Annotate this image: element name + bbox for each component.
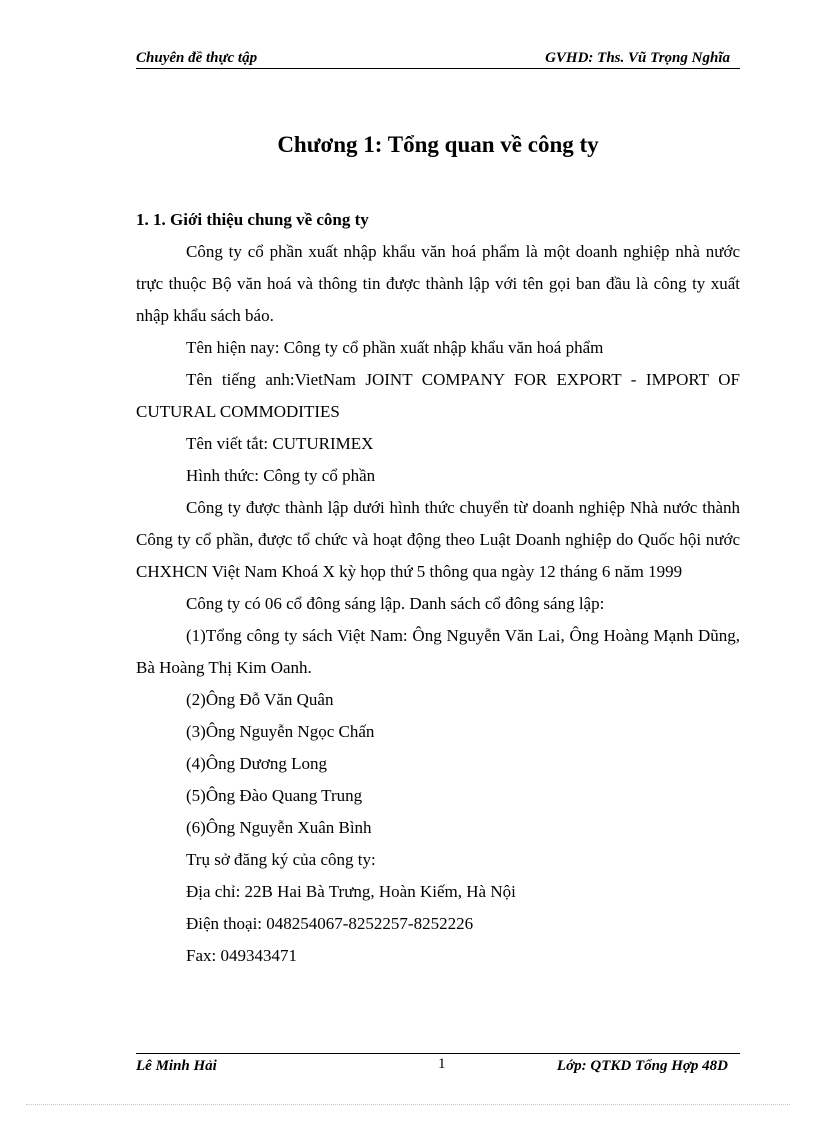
shareholder-item-1: (1)Tổng công ty sách Việt Nam: Ông Nguyễn Văn Lai, Ông Hoàng Mạnh Dũng, Bà Hoàng Thị Kim Oanh. [136,626,740,677]
shareholder-item-5: (5)Ông Đào Quang Trung [186,786,363,805]
paragraph-headquarters: Trụ sở đăng ký của công ty: [186,850,376,869]
page-header [136,48,740,69]
paragraph-shareholders-intro: Công ty có 06 cổ đông sáng lập. Danh sách cổ đông sáng lập: [186,594,605,613]
footer-class: Lớp: QTKD Tổng Hợp 48D [556,1058,728,1074]
footer-author: Lê Minh Hải [136,1058,217,1074]
shareholder-item-6: (6)Ông Nguyễn Xuân Bình [186,818,372,837]
paragraph-english-name: Tên tiếng anh:VietNam JOINT COMPANY FOR EXPORT - IMPORT OF CUTURAL COMMODITIES [136,370,740,421]
chapter-title: Chương 1: Tổng quan về công ty [277,132,599,157]
paragraph-fax: Fax: 049343471 [186,946,297,965]
shareholder-item-3: (3)Ông Nguyễn Ngọc Chấn [186,722,375,741]
shareholder-item-4: (4)Ông Dương Long [186,754,327,773]
paragraph-form: Hình thức: Công ty cổ phần [186,466,376,485]
paragraph-intro: Công ty cổ phần xuất nhập khẩu văn hoá phẩm là một doanh nghiệp nhà nước trực thuộc Bộ văn hoá và thông tin được thành lập với tên gọi ban đầu là công ty xuất nhập khẩu sách báo. [136,242,740,325]
paragraph-phone: Điện thoại: 048254067-8252257-8252226 [186,914,474,933]
page-footer [136,1053,740,1080]
shareholder-item-2: (2)Ông Đỗ Văn Quân [186,690,334,709]
paragraph-establishment: Công ty được thành lập dưới hình thức chuyển từ doanh nghiệp Nhà nước thành Công ty cổ phần, được tổ chức và hoạt động theo Luật Doanh nghiệp do Quốc hội nước CHXHCN Việt Nam Khoá X kỳ họp thứ 5 thông qua ngày 12 tháng 6 năm 1999 [136,498,740,581]
paragraph-current-name: Tên hiện nay: Công ty cổ phần xuất nhập khẩu văn hoá phẩm [186,338,604,357]
section-heading: 1. 1. Giới thiệu chung về công ty [136,210,369,229]
header-right-text: GVHD: Ths. Vũ Trọng Nghĩa [545,50,730,66]
page-number: 1 [438,1056,446,1072]
document-body [136,204,740,972]
paragraph-abbreviation: Tên viết tắt: CUTURIMEX [186,434,374,453]
page-edge-divider [26,1104,790,1105]
paragraph-address: Địa chỉ: 22B Hai Bà Trưng, Hoàn Kiếm, Hà Nội [186,882,516,901]
header-left-text: Chuyên đề thực tập [136,50,258,66]
